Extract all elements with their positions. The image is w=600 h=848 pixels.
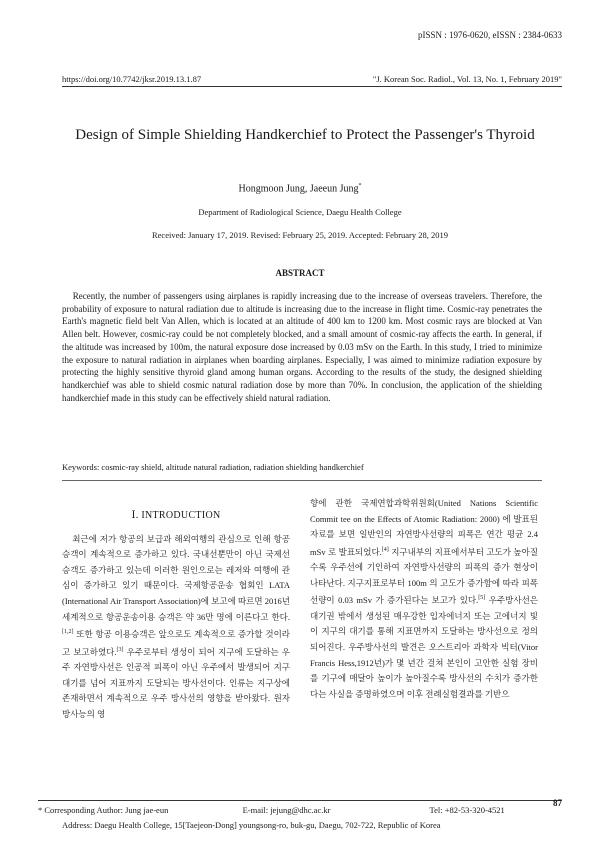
corresponding-email[interactable]: E-mail: jejung@dhc.ac.kr xyxy=(242,805,331,815)
header-divider xyxy=(62,86,562,87)
intro-text-4: 향에 관한 국제연합과학위원회(United Nations Scientific Commit tee on the Effects of Atomic Radiation: 2000) 에 발표된 자료를 보면 일반인의 자연방사선량의 피폭은 연간 평균 2.4 mSv 로 발표되었다. xyxy=(310,498,538,557)
intro-text-6: 우주방사선은 대기권 밖에서 생성된 매우강한 입자에너지 또는 고에너지 빛이 지구의 대기를 통해 지표면까지 도달하는 방사선으로 정의되어진다. 우주방사선의 발견은 오스트리아 과학자 빅터(Vitor Francis Hess,1912년)가 몇 년간 걸쳐 본인이 고안한 실험 장비를 기구에 매달아 높이가 높아질수록 방사선의 수치가 증가한다는 사실을 증명하였으며 이후 전례실험결과를 기반으 xyxy=(310,595,538,699)
corresponding-name: * Corresponding Author: Jung jae-eun xyxy=(38,805,169,815)
intro-paragraph-1 xyxy=(62,532,290,723)
section-heading-introduction: Ⅰ. INTRODUCTION xyxy=(131,510,221,521)
keywords-divider xyxy=(62,480,542,481)
body-right-column xyxy=(310,496,538,702)
intro-text-2: 또한 항공 이용승객은 앞으로도 계속적으로 증가할 것이라고 보고하였다. xyxy=(62,628,290,657)
corresponding-address: Address: Daegu Health College, 15[Taejeon-Dong] youngsong-ro, buk-gu, Daegu, 702-722, Republic of Korea xyxy=(62,820,441,830)
doi-link[interactable]: https://doi.org/10.7742/jksr.2019.13.1.87 xyxy=(62,74,202,84)
intro-text-1: 최근에 저가 항공의 보급과 해외여행의 관심으로 인해 항공승객이 계속적으로 증가하고 있다. 국내선뿐만이 아닌 국제선승객도 증가하고 있는데 이러한 원인으로는 레저와 여행에 관심이 증가하고 있기 때문이다. 국제항공운송 협회인 LATA (International Air Transport Association)에 보고에 따르면 2016년 세계적으로 항공운송이용 승객은 약 36만 명에 이른다고 한다. xyxy=(62,533,290,622)
reference-marker[interactable]: [5] xyxy=(478,595,486,602)
intro-text-3: 우주로부터 생성이 되어 지구에 도달하는 우주 자연방사선은 인공적 피폭이 아닌 우주에서 발생되어 지구대기를 넘어 지표까지 도달되는 방사선이다. 인류는 지구상에 존재하면서 계속적으로 우주 방사선의 영향을 받아왔다. 원자방사능의 영 xyxy=(62,646,290,719)
footer-divider xyxy=(38,800,562,801)
author-names: Hongmoon Jung, Jaeeun Jung xyxy=(238,183,359,195)
intro-paragraph-continued xyxy=(310,496,538,702)
article-dates: Received: January 17, 2019. Revised: February 25, 2019. Accepted: February 28, 2019 xyxy=(151,230,448,240)
intro-text-5: 지구내부의 지표에서부터 고도가 높아질수록 우주선에 기인하여 자연방사선량의 피폭의 증가 현상이 나타난다. 지구지표로부터 100m 의 고도가 증가함에 따라 피폭선량이 0.03 mSv 가 증가된다는 보고가 있다. xyxy=(310,546,538,606)
article-title: Design of Simple Shielding Handkerchief to Protect the Passenger's Thyroid xyxy=(75,127,535,143)
author-list xyxy=(0,183,600,194)
affiliation: Department of Radiological Science, Daegu Health College xyxy=(198,207,402,217)
issn-line: pISSN : 1976-0620, eISSN : 2384-0633 xyxy=(417,30,562,40)
abstract-heading: ABSTRACT xyxy=(275,268,325,278)
journal-citation: "J. Korean Soc. Radiol., Vol. 13, No. 1, February 2019" xyxy=(372,74,562,84)
corresponding-mark: * xyxy=(358,183,362,189)
abstract-text: Recently, the number of passengers using airplanes is rapidly increasing due to the increase of overseas travelers. Therefore, the probability of exposure to natural radiation due to altitude is increasing due to the increase in flight time. Cosmic-ray penetrates the Earth's magnetic field belt Van Allen, which is located at an altitude of 400 km to 1200 km. Most cosmic rays are blocked at Van Allen belt. However, cosmic-ray could be not completely blocked, and a small amount of cosmic-ray affects the earth. In general, if the altitude was increased by 100m, the natural exposure dose increased by 0.03 mSv on the Earth. In this study, I tried to minimize the exposure to natural radiation in airplanes when boarding airplanes. Especially, I was aimed to minimize radiation exposure by protecting the highly sensitive thyroid gland among human organs. According to the results of the study, the designed shielding handkerchief was able to shield cosmic natural radiation dose by more than 70%. In conclusion, the application of the shielding handkerchief made in this study can be effectively shield natural radiation. xyxy=(62,291,542,403)
corresponding-tel: Tel: +82-53-320-4521 xyxy=(429,805,505,815)
reference-marker[interactable]: [4] xyxy=(381,546,389,553)
keywords: Keywords: cosmic-ray shield, altitude natural radiation, radiation shielding handkerchief xyxy=(62,462,364,472)
reference-marker[interactable]: [3] xyxy=(116,646,124,653)
body-left-column xyxy=(62,502,290,722)
reference-marker[interactable]: [1,2] xyxy=(62,629,74,636)
page-number: 87 xyxy=(553,798,562,808)
corresponding-author xyxy=(38,805,538,815)
